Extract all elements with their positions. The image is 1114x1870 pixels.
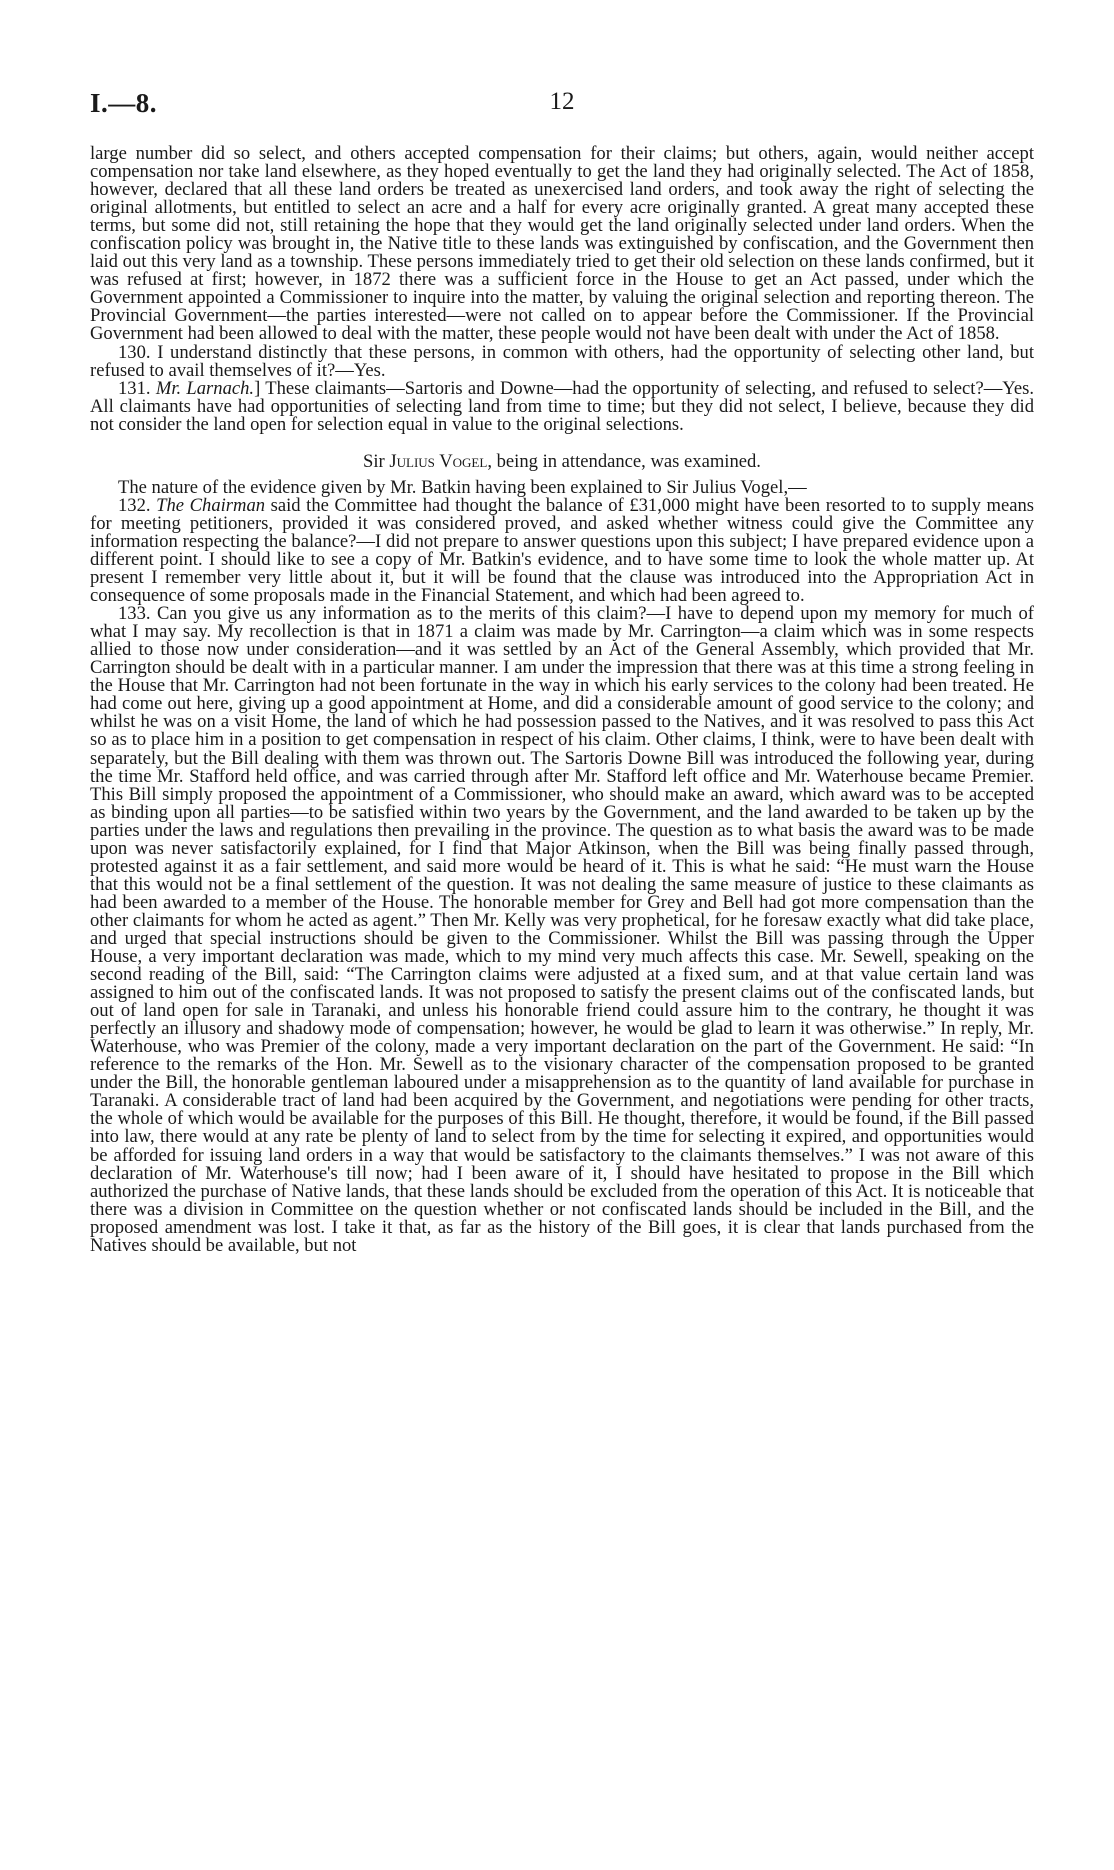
body-text <box>90 145 1034 1255</box>
evidence-note: The nature of the evidence given by Mr. Batkin having been explained to Sir Julius Vogel,— <box>118 476 807 498</box>
page-number: 12 <box>549 88 575 115</box>
witness-name: Julius Vogel <box>389 450 488 472</box>
document-id: I.—8. <box>90 88 158 118</box>
speaker-name: Mr. Larnach. <box>155 377 255 399</box>
question-132 <box>90 494 1034 607</box>
speaker-name: The Chairman <box>156 494 266 516</box>
question-133: 133. Can you give us any information as to the merits of this claim?—I have to depend upon my memory for much of what I may say. My recollection is that in 1871 a claim was made by Mr. Carrington—a claim which was in some respects allied to those now under consideration—and it was settled by an Act of the General Assembly, which provided that Mr. Carrington should be dealt with in a particular manner. I am under the impression that there was at this time a strong feeling in the House that Mr. Carrington had not been fortunate in the way in which his early services to the colony had been treated. He had come out here, giving up a good appointment at Home, and did a considerable amount of good service to the colony; and whilst he was on a visit Home, the land of which he had possession passed to the Natives, and it was resolved to pass this Act so as to place him in a position to get compensation in respect of his claim. Other claims, I think, were to have been dealt with separately, but the Bill dealing with them was thrown out. The Sartoris Downe Bill was introduced the following year, during the time Mr. Stafford held office, and was carried through after Mr. Stafford left office and Mr. Waterhouse became Premier. This Bill simply proposed the appointment of a Commissioner, who should make an award, which award was to be accepted as binding upon all parties—to be satisfied within two years by the Government, and the land awarded to be taken up by the parties under the laws and regulations then prevailing in the province. The question as to what basis the award was to be made upon was never satisfactorily explained, for I find that Major Atkinson, when the Bill was being finally passed through, protested against it as a fair settlement, and said more would be heard of it. This is what he said: “He must warn the House that this would not be a final settlement of the question. It was not dealing the same measure of justice to these claimants as had been awarded to a member of the House. The honorable member for Grey and Bell had got more compensation than the other claimants for whom he acted as agent.” Then Mr. Kelly was very prophetical, for he foresaw exactly what did take place, and urged that special instructions should be given to the Commissioner. Whilst the Bill was passing through the Upper House, a very important declaration was made, which to my mind very much affects this case. Mr. Sewell, speaking on the second reading of the Bill, said: “The Carrington claims were adjusted at a fixed sum, and at that value certain land was assigned to him out of the confiscated lands. It was not proposed to satisfy the present claims out of the confiscated lands, but out of land open for sale in Taranaki, and unless his honorable friend could assure him to the contrary, he thought it was perfectly an illusory and shadowy mode of compensation; however, he would be glad to learn it was otherwise.” In reply, Mr. Waterhouse, who was Premier of the colony, made a very important declaration on the part of the Government. He said: “In reference to the remarks of the Hon. Mr. Sewell as to the visionary character of the compensation proposed to be granted under the Bill, the honorable gentleman laboured under a misapprehension as to the quantity of land available for purchase in Taranaki. A considerable tract of land had been acquired by the Government, and negotiations were pending for other tracts, the whole of which would be available for the purposes of this Bill. He thought, therefore, it would be found, if the Bill passed into law, there would at any rate be plenty of land to select from by the time for selecting it expired, and opportunities would be afforded for issuing land orders in a way that would be satisfactory to the claimants themselves.” I was not aware of this declaration of Mr. Waterhouse's till now; had I been aware of it, I should have hesitated to propose in the Bill which authorized the purchase of Native lands, that these lands should be excluded from the operation of this Act. It is noticeable that there was a division in Committee on the question whether or not confiscated lands should be included in the Bill, and the proposed amendment was lost. I take it that, as far as the history of the Bill goes, it is clear that lands purchased from the Natives should be available, but not <box>90 603 1034 1256</box>
question-text: said the Committee had thought the balance of £31,000 might have been resorted to to supply means for meeting petitioners, provided it was considered proved, and asked whether witness could give the Committee any information respecting the balance?—I did not prepare to answer questions upon this subject; I have prepared evidence upon a different point. I should like to see a copy of Mr. Batkin's evidence, and to have some time to look the whole matter up. At present I remember very little about it, but it will be found that the clause was introduced into the Appropriation Act in consequence of some proposals made in the Financial Statement, and which had been agreed to. <box>90 494 1034 607</box>
page-header <box>90 88 1034 122</box>
section-heading <box>90 450 1034 472</box>
question-number: 132. <box>118 494 157 516</box>
question-131 <box>90 377 1034 435</box>
question-number: 131. <box>118 377 156 399</box>
heading-prefix: Sir <box>363 450 390 472</box>
question-130: 130. I understand distinctly that these persons, in common with others, had the opportunity of selecting other land, but refused to avail themselves of it?—Yes. <box>90 341 1034 381</box>
paragraph-continuation: large number did so select, and others accepted compensation for their claims; but others, again, would neither accept compensation nor take land elsewhere, as they hoped eventually to get the land they had originally selected. The Act of 1858, however, declared that all these land orders be treated as unexercised land orders, and took away the right of selecting the original allotments, but entitled to select an acre and a half for every acre originally granted. A great many accepted these terms, but some did not, still retaining the hope that they would get the land originally selected under land orders. When the confiscation policy was brought in, the Native title to these lands was extinguished by confiscation, and the Government then laid out this very land as a township. These persons immediately tried to get their old selection on these lands confirmed, but it was refused at first; however, in 1872 there was a sufficient force in the House to get an Act passed, under which the Government appointed a Commissioner to inquire into the matter, by valuing the original selection and reporting thereon. The Provincial Government—the parties interested—were not called on to appear before the Commissioner. If the Provincial Government had been allowed to deal with the matter, these people would not have been dealt with under the Act of 1858. <box>90 143 1034 345</box>
question-text: ] These claimants—Sartoris and Downe—had the opportunity of selecting, and refused to select?—Yes. All claimants have had opportunities of selecting land from time to time; but they did not select, I believe, because they did not consider the land open for selection equal in value to the original selections. <box>90 377 1034 435</box>
heading-suffix: , being in attendance, was examined. <box>487 450 761 472</box>
